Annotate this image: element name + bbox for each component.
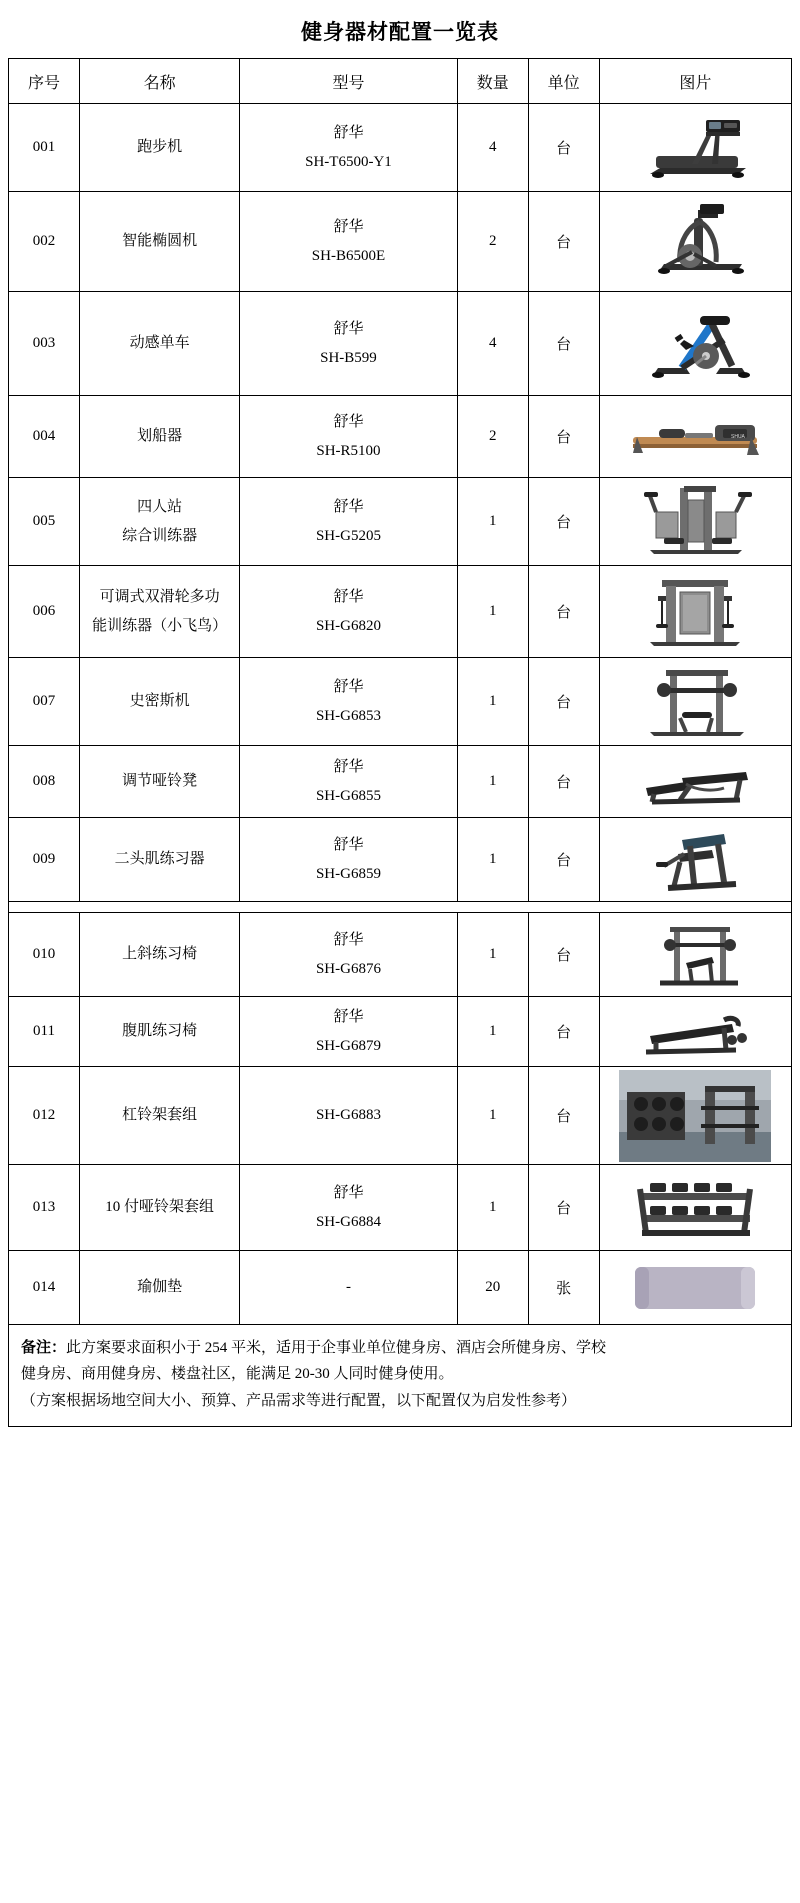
- table-row: [9, 913, 792, 997]
- column-header-model: 型号: [240, 59, 458, 104]
- cell-qty: 1: [457, 913, 528, 997]
- cell-model: [240, 104, 458, 192]
- incline-bench-image: [603, 919, 788, 991]
- cell-no: 006: [9, 566, 80, 658]
- model-code: -: [345, 1279, 351, 1295]
- cell-name: [79, 104, 239, 192]
- model-brand: 舒华: [333, 588, 364, 605]
- model-brand: 舒华: [333, 498, 364, 515]
- ab-bench-image: [603, 1006, 788, 1058]
- cell-qty: 2: [457, 396, 528, 478]
- cell-unit: 台: [528, 478, 599, 566]
- cell-qty: 1: [457, 997, 528, 1067]
- cell-name: [79, 292, 239, 396]
- cell-model: [240, 746, 458, 818]
- model-code: SH-B599: [320, 349, 377, 366]
- adjustable-bench-image: [603, 754, 788, 810]
- rowing-machine-image: [603, 409, 788, 465]
- page-title: 健身器材配置一览表: [301, 20, 499, 44]
- cell-unit: 台: [528, 566, 599, 658]
- table-row: [9, 997, 792, 1067]
- cell-no: 002: [9, 192, 80, 292]
- cell-qty: 1: [457, 1067, 528, 1165]
- table-row: [9, 746, 792, 818]
- cell-name: [79, 658, 239, 746]
- cell-qty: 1: [457, 818, 528, 902]
- table-row: [9, 818, 792, 902]
- cell-model: [240, 1067, 458, 1165]
- name-line: 划船器: [137, 428, 183, 445]
- cell-name: [79, 478, 239, 566]
- treadmill-image: [603, 112, 788, 184]
- model-code: SH-G5205: [315, 527, 381, 544]
- cell-picture: [599, 104, 791, 192]
- cable-crossover-image: [603, 572, 788, 652]
- column-header-no: 序号: [9, 59, 80, 104]
- cell-name: [79, 746, 239, 818]
- cell-unit: 台: [528, 746, 599, 818]
- cell-picture: [599, 746, 791, 818]
- cell-qty: 4: [457, 104, 528, 192]
- cell-picture: [599, 818, 791, 902]
- cell-no: 009: [9, 818, 80, 902]
- cell-unit: 台: [528, 818, 599, 902]
- table-row: [9, 396, 792, 478]
- model-code: SH-G6855: [315, 787, 381, 804]
- name-line: 上斜练习椅: [122, 946, 198, 963]
- cell-no: 014: [9, 1251, 80, 1325]
- cell-model: [240, 396, 458, 478]
- footnote: [8, 1325, 792, 1427]
- smith-machine-image: [603, 664, 788, 740]
- cell-unit: 台: [528, 192, 599, 292]
- equipment-table: [8, 58, 792, 1325]
- cell-name: [79, 818, 239, 902]
- cell-name: [79, 192, 239, 292]
- cell-no: 010: [9, 913, 80, 997]
- cell-name: [79, 396, 239, 478]
- name-line: 四人站: [137, 499, 183, 515]
- cell-unit: 台: [528, 396, 599, 478]
- cell-no: 013: [9, 1165, 80, 1251]
- cell-model: [240, 818, 458, 902]
- svg-text:SHUA: SHUA: [731, 433, 746, 440]
- cell-name: [79, 997, 239, 1067]
- model-brand: 舒华: [333, 413, 364, 430]
- cell-picture: [599, 566, 791, 658]
- column-header-qty: 数量: [457, 59, 528, 104]
- cell-qty: 1: [457, 1165, 528, 1251]
- model-brand: 舒华: [333, 124, 364, 141]
- cell-model: [240, 292, 458, 396]
- cell-unit: 台: [528, 658, 599, 746]
- cell-name: [79, 1067, 239, 1165]
- name-line: 10 付哑铃架套组: [105, 1199, 214, 1216]
- footnote-line-2: 健身房、商用健身房、楼盘社区，能满足 20-30 人同时健身使用。: [21, 1366, 454, 1383]
- model-code: SH-B6500E: [311, 247, 386, 264]
- model-code: SH-G6879: [315, 1037, 381, 1054]
- table-row: [9, 1251, 792, 1325]
- footnote-label: 备注：: [21, 1340, 67, 1356]
- model-code: SH-G6884: [315, 1213, 381, 1230]
- cell-picture: [599, 1251, 791, 1325]
- cell-unit: 张: [528, 1251, 599, 1325]
- table-row: [9, 292, 792, 396]
- model-code: SH-G6876: [315, 960, 381, 977]
- model-code: SH-G6883: [315, 1107, 381, 1123]
- cell-qty: 1: [457, 566, 528, 658]
- footnote-line-1: [21, 1335, 779, 1361]
- cell-unit: 台: [528, 1067, 599, 1165]
- yoga-mat-image: [603, 1259, 788, 1317]
- cell-no: 004: [9, 396, 80, 478]
- cell-qty: 1: [457, 746, 528, 818]
- cell-no: 003: [9, 292, 80, 396]
- name-line: 调节哑铃凳: [122, 773, 198, 790]
- model-code: SH-R5100: [316, 442, 381, 459]
- name-line: 智能椭圆机: [122, 233, 198, 250]
- cell-name: [79, 1165, 239, 1251]
- cell-picture: [599, 997, 791, 1067]
- cell-unit: 台: [528, 1165, 599, 1251]
- name-line: 杠铃架套组: [122, 1107, 198, 1124]
- table-row: [9, 192, 792, 292]
- cell-no: 011: [9, 997, 80, 1067]
- name-line: 瑜伽垫: [137, 1279, 183, 1296]
- model-code: SH-G6859: [315, 865, 381, 882]
- model-code: SH-G6820: [315, 617, 381, 634]
- cell-picture: [599, 913, 791, 997]
- cell-no: 012: [9, 1067, 80, 1165]
- model-brand: 舒华: [333, 758, 364, 775]
- cell-picture: [599, 658, 791, 746]
- table-row: [9, 1165, 792, 1251]
- cell-model: [240, 478, 458, 566]
- model-code: SH-T6500-Y1: [305, 153, 392, 170]
- cell-unit: 台: [528, 104, 599, 192]
- table-row: [9, 478, 792, 566]
- footnote-line-3: （方案根据场地空间大小、预算、产品需求等进行配置，以下配置仅为启发性参考）: [21, 1392, 577, 1409]
- table-row: [9, 658, 792, 746]
- dumbbell-rack-set-image: [603, 1171, 788, 1245]
- table-row: [9, 566, 792, 658]
- cell-qty: 2: [457, 192, 528, 292]
- cell-model: [240, 997, 458, 1067]
- cell-name: [79, 1251, 239, 1325]
- cell-name: [79, 566, 239, 658]
- cell-qty: 1: [457, 658, 528, 746]
- name-line: 动感单车: [129, 335, 190, 352]
- table-row: [9, 1067, 792, 1165]
- model-brand: 舒华: [333, 931, 364, 948]
- elliptical-image: [603, 200, 788, 284]
- column-header-name: 名称: [79, 59, 239, 104]
- cell-unit: 台: [528, 913, 599, 997]
- cell-picture: [599, 1067, 791, 1165]
- model-brand: 舒华: [333, 218, 364, 235]
- cell-model: [240, 658, 458, 746]
- name-line: 史密斯机: [129, 693, 190, 710]
- footnote-text-1: 此方案要求面积小于 254 平米，适用于企事业单位健身房、酒店会所健身房、学校: [66, 1340, 607, 1356]
- name-line: 能训练器（小飞鸟）: [92, 617, 228, 634]
- column-header-pic: 图片: [599, 59, 791, 104]
- section-gap: [9, 902, 792, 913]
- name-line: 二头肌练习器: [114, 851, 205, 868]
- cell-no: 008: [9, 746, 80, 818]
- cell-qty: 4: [457, 292, 528, 396]
- column-header-unit: 单位: [528, 59, 599, 104]
- cell-model: [240, 192, 458, 292]
- model-brand: 舒华: [333, 1184, 364, 1201]
- cell-name: [79, 913, 239, 997]
- cell-model: [240, 566, 458, 658]
- table-body: [9, 104, 792, 1325]
- cell-picture: [599, 192, 791, 292]
- cell-model: [240, 1165, 458, 1251]
- barbell-rack-set-image: [603, 1070, 788, 1162]
- name-line: 跑步机: [137, 139, 183, 156]
- cell-model: [240, 1251, 458, 1325]
- table-row: [9, 104, 792, 192]
- model-brand: 舒华: [333, 320, 364, 337]
- cell-picture: [599, 292, 791, 396]
- cell-qty: 1: [457, 478, 528, 566]
- cell-qty: 20: [457, 1251, 528, 1325]
- spin-bike-image: [603, 300, 788, 388]
- model-brand: 舒华: [333, 678, 364, 695]
- name-line: 可调式双滑轮多功: [99, 589, 220, 605]
- cell-unit: 台: [528, 292, 599, 396]
- cell-no: 001: [9, 104, 80, 192]
- cell-picture: [599, 1165, 791, 1251]
- name-line: 综合训练器: [122, 527, 198, 544]
- cell-picture: [599, 478, 791, 566]
- cell-unit: 台: [528, 997, 599, 1067]
- cell-model: [240, 913, 458, 997]
- biceps-curl-machine-image: [603, 824, 788, 896]
- multi-station-gym-image: [603, 482, 788, 562]
- cell-picture: [599, 396, 791, 478]
- cell-no: 005: [9, 478, 80, 566]
- table-header: [9, 59, 792, 104]
- table-header-row: [9, 59, 792, 104]
- name-line: 腹肌练习椅: [122, 1023, 198, 1040]
- model-brand: 舒华: [333, 836, 364, 853]
- model-code: SH-G6853: [315, 707, 381, 724]
- model-brand: 舒华: [333, 1008, 364, 1025]
- cell-no: 007: [9, 658, 80, 746]
